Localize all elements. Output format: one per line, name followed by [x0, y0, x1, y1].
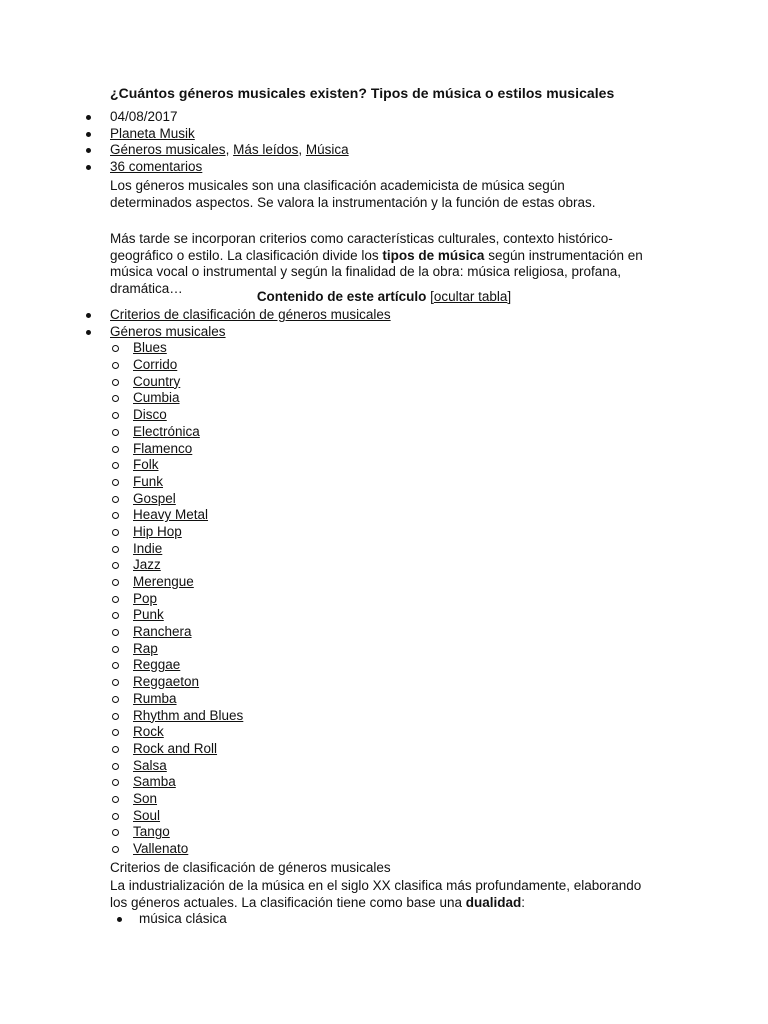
genre-link[interactable]: Disco — [133, 407, 167, 423]
genre-link[interactable]: Ranchera — [133, 624, 192, 640]
genre-item — [0, 457, 768, 474]
genre-item — [0, 541, 768, 558]
genre-item — [0, 791, 768, 808]
circle-bullet-icon — [112, 496, 119, 503]
genre-link[interactable]: Electrónica — [133, 423, 200, 439]
circle-bullet-icon — [112, 412, 119, 419]
genre-item — [0, 507, 768, 524]
toc-toggle-link[interactable]: ocultar tabla — [433, 289, 508, 304]
section-heading: Criterios de clasificación de géneros musicales — [110, 860, 391, 875]
category-links: Géneros musicales, Más leídos, Música — [110, 142, 349, 158]
circle-bullet-icon — [112, 379, 119, 386]
genre-item — [0, 557, 768, 574]
circle-bullet-icon — [112, 696, 119, 703]
toc-link[interactable]: Criterios de clasificación de géneros musicales — [110, 307, 391, 322]
circle-bullet-icon — [112, 345, 119, 352]
toc-link[interactable]: Géneros musicales — [110, 323, 226, 339]
genre-item — [0, 357, 768, 374]
genre-item — [0, 708, 768, 725]
genre-item — [0, 407, 768, 424]
article-title: ¿Cuántos géneros musicales existen? Tipos de música o estilos musicales — [110, 85, 615, 101]
toc-item — [0, 307, 768, 324]
genre-item — [0, 390, 768, 407]
genre-link[interactable]: Samba — [133, 774, 176, 790]
genre-link[interactable]: Hip Hop — [133, 523, 182, 539]
genre-item — [0, 491, 768, 508]
bullet-icon — [86, 165, 91, 170]
genre-item — [0, 340, 768, 357]
circle-bullet-icon — [112, 596, 119, 603]
circle-bullet-icon — [112, 829, 119, 836]
bullet-icon — [86, 132, 91, 137]
genre-item — [0, 591, 768, 608]
section-bold-text: dualidad — [465, 894, 522, 910]
circle-bullet-icon — [112, 512, 119, 519]
circle-bullet-icon — [112, 646, 119, 653]
bullet-icon — [86, 148, 91, 153]
meta-author-item — [0, 126, 768, 143]
genre-link[interactable]: Rock and Roll — [133, 740, 218, 756]
genre-item — [0, 374, 768, 391]
intro-text: Más tarde se incorporan criterios como características culturales, contexto histórico-geográfico o estilo. La clasificación divide los — [110, 231, 613, 263]
genre-link[interactable]: Country — [133, 373, 181, 389]
genre-item — [0, 424, 768, 441]
genre-item — [0, 841, 768, 858]
genre-item — [0, 624, 768, 641]
section-list-text: música clásica — [139, 911, 227, 926]
genre-item — [0, 474, 768, 491]
circle-bullet-icon — [112, 629, 119, 636]
toc-item — [0, 324, 768, 341]
circle-bullet-icon — [112, 362, 119, 369]
genre-link[interactable]: Reggae — [133, 657, 181, 673]
genre-link[interactable]: Rap — [133, 640, 158, 656]
circle-bullet-icon — [112, 395, 119, 402]
genre-link[interactable]: Rumba — [133, 690, 177, 706]
toc-list — [0, 307, 768, 858]
meta-date-item — [0, 109, 768, 126]
genre-item — [0, 674, 768, 691]
circle-bullet-icon — [112, 713, 119, 720]
bullet-icon — [86, 115, 91, 120]
circle-bullet-icon — [112, 479, 119, 486]
comments-link[interactable]: 36 comentarios — [110, 159, 203, 175]
circle-bullet-icon — [112, 546, 119, 553]
circle-bullet-icon — [112, 446, 119, 453]
genre-link[interactable]: Rock — [133, 724, 164, 740]
genre-link[interactable]: Blues — [133, 340, 167, 356]
genre-link[interactable]: Punk — [133, 607, 164, 623]
genre-link[interactable]: Corrido — [133, 357, 178, 373]
category-link[interactable]: Más leídos — [233, 142, 299, 158]
section-list-item — [0, 911, 768, 928]
genre-link[interactable]: Cumbia — [133, 390, 180, 406]
circle-bullet-icon — [112, 813, 119, 820]
genre-item — [0, 524, 768, 541]
circle-bullet-icon — [112, 746, 119, 753]
circle-bullet-icon — [112, 579, 119, 586]
genre-item — [0, 441, 768, 458]
intro-bold-text: tipos de música — [382, 247, 485, 263]
meta-comments-item — [0, 159, 768, 176]
author-link[interactable]: Planeta Musik — [110, 125, 195, 141]
genre-sublist — [0, 340, 768, 857]
intro-paragraph-2 — [110, 231, 650, 298]
circle-bullet-icon — [112, 796, 119, 803]
genre-link[interactable]: Flamenco — [133, 440, 193, 456]
circle-bullet-icon — [112, 763, 119, 770]
genre-item — [0, 657, 768, 674]
genre-item — [0, 607, 768, 624]
category-link[interactable]: Música — [305, 142, 349, 158]
circle-bullet-icon — [112, 529, 119, 536]
circle-bullet-icon — [112, 612, 119, 619]
genre-link[interactable]: Salsa — [133, 757, 167, 773]
meta-date: 04/08/2017 — [110, 109, 178, 124]
genre-link[interactable]: Rhythm and Blues — [133, 707, 244, 723]
genre-item — [0, 641, 768, 658]
toc-heading: Contenido de este artículo [ocultar tabla] — [256, 289, 512, 304]
genre-link[interactable]: Vallenato — [133, 841, 189, 856]
genre-item — [0, 574, 768, 591]
genre-item — [0, 758, 768, 775]
circle-bullet-icon — [112, 679, 119, 686]
bullet-icon — [117, 917, 122, 922]
genre-link[interactable]: Funk — [133, 473, 164, 489]
intro-paragraph-1: Los géneros musicales son una clasificación academicista de música según determinados aspectos. Se valora la instrumentación y la función de estas obras. — [110, 178, 596, 210]
section-text: La industrialización de la música en el siglo XX clasifica más profundamente, elaborando los géneros actuales. La clasificación tiene como base una — [110, 878, 642, 910]
genre-link[interactable]: Soul — [133, 807, 161, 823]
toc-heading-text: Contenido de este artículo — [256, 289, 427, 304]
genre-item — [0, 691, 768, 708]
genre-item — [0, 724, 768, 741]
section-text: : — [521, 894, 525, 910]
genre-link[interactable]: Tango — [133, 824, 170, 840]
circle-bullet-icon — [112, 462, 119, 469]
circle-bullet-icon — [112, 729, 119, 736]
meta-categories-item — [0, 142, 768, 159]
genre-link[interactable]: Son — [133, 790, 158, 806]
circle-bullet-icon — [112, 779, 119, 786]
genre-item — [0, 824, 768, 841]
circle-bullet-icon — [112, 846, 119, 853]
genre-link[interactable]: Heavy Metal — [133, 507, 209, 523]
bullet-icon — [86, 330, 91, 335]
circle-bullet-icon — [112, 562, 119, 569]
genre-link[interactable]: Indie — [133, 540, 163, 556]
circle-bullet-icon — [112, 429, 119, 436]
intro-text: según instrumentación en música vocal o instrumental y según la finalidad de la obra: música religiosa, profana, dramática… — [110, 247, 643, 297]
article-meta-list — [0, 109, 768, 176]
genre-link[interactable]: Pop — [133, 590, 158, 606]
genre-link[interactable]: Gospel — [133, 490, 176, 506]
bullet-icon — [86, 313, 91, 318]
genre-item — [0, 774, 768, 791]
genre-item — [0, 808, 768, 825]
genre-link[interactable]: Reggaeton — [133, 674, 200, 690]
genre-link[interactable]: Merengue — [133, 574, 194, 589]
circle-bullet-icon — [112, 662, 119, 669]
genre-link[interactable]: Jazz — [133, 557, 161, 573]
genre-item — [0, 741, 768, 758]
section-paragraph — [110, 878, 650, 911]
category-link[interactable]: Géneros musicales — [110, 142, 226, 158]
genre-link[interactable]: Folk — [133, 457, 159, 473]
section-list — [0, 911, 768, 928]
